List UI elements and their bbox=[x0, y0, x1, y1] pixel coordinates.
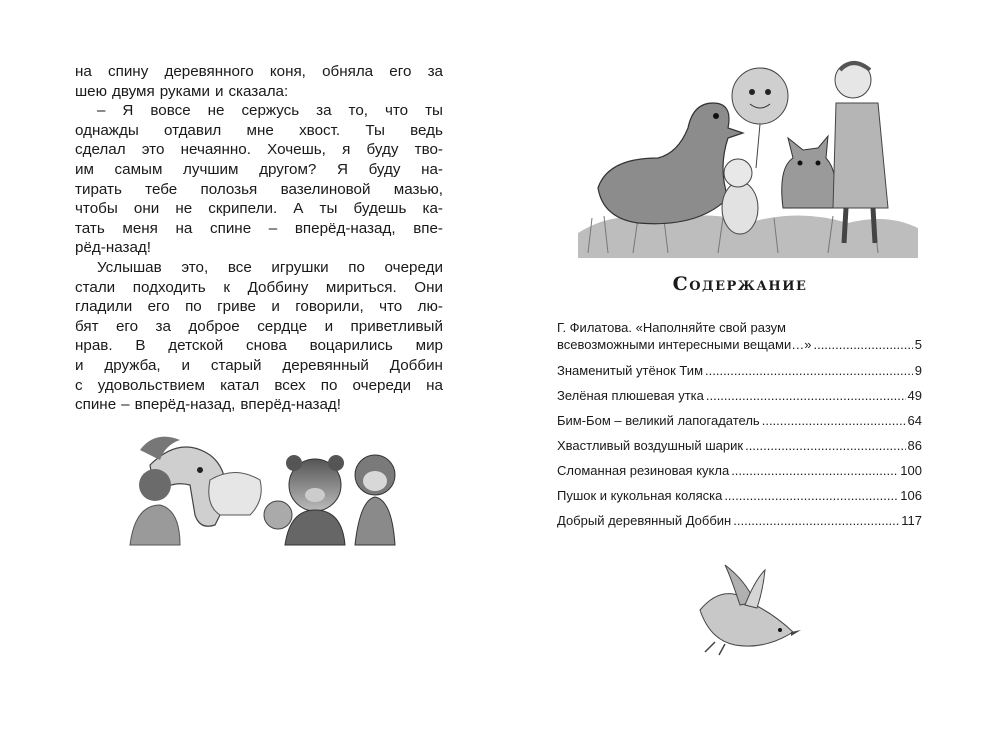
story-word: нрав. bbox=[75, 337, 113, 355]
story-word: к bbox=[223, 278, 230, 296]
story-word: его bbox=[147, 298, 170, 316]
story-line bbox=[75, 395, 443, 415]
story-line bbox=[75, 238, 443, 258]
story-word: игрушки bbox=[271, 258, 329, 276]
story-word: вазелиновой bbox=[280, 180, 371, 198]
story-word: Услышав bbox=[97, 258, 162, 276]
story-word: руками bbox=[159, 82, 210, 100]
story-word: ка- bbox=[422, 200, 443, 218]
story-word: тво- bbox=[414, 141, 443, 159]
story-word: ты bbox=[319, 200, 338, 218]
toc-entry[interactable] bbox=[557, 362, 922, 379]
story-word: то, bbox=[348, 102, 368, 120]
toc-leader-dots bbox=[733, 512, 899, 529]
story-word: сердце bbox=[257, 317, 308, 335]
story-word: гладили bbox=[75, 298, 133, 316]
table-of-contents bbox=[557, 319, 922, 537]
story-word: спине bbox=[75, 396, 117, 414]
story-word: ты bbox=[425, 102, 443, 120]
toc-entry-title: Пушок и кукольная коляска bbox=[557, 488, 723, 503]
toc-page-number: 117 bbox=[901, 513, 922, 528]
story-line bbox=[75, 82, 443, 102]
toc-entry[interactable] bbox=[557, 512, 922, 529]
story-line bbox=[75, 336, 443, 356]
toc-entry-title: Зелёная плюшевая утка bbox=[557, 388, 704, 403]
story-word: Ты bbox=[365, 121, 385, 139]
story-word: Хочешь, bbox=[267, 141, 326, 159]
story-word: снова bbox=[246, 337, 287, 355]
story-word: его bbox=[115, 317, 139, 335]
story-word: скрипели. bbox=[208, 200, 278, 218]
story-word: Доббин bbox=[389, 356, 443, 374]
toc-page-number: 9 bbox=[914, 363, 922, 378]
story-word: на bbox=[75, 63, 92, 80]
toc-title: Содержание bbox=[672, 273, 808, 295]
story-word: его bbox=[389, 63, 412, 80]
story-word: буду bbox=[366, 141, 399, 159]
story-word: мириться. bbox=[325, 278, 397, 296]
story-word: и bbox=[214, 82, 224, 100]
story-word: что bbox=[384, 102, 409, 120]
story-word: по bbox=[185, 298, 202, 316]
story-word: вперёд-назад! bbox=[240, 396, 342, 414]
story-word: вперёд-назад, bbox=[294, 219, 396, 237]
story-word: катал bbox=[220, 376, 260, 394]
story-word: приветливый bbox=[350, 317, 443, 335]
story-line bbox=[75, 180, 443, 200]
story-word: очереди bbox=[352, 376, 411, 394]
story-word: будешь bbox=[353, 200, 407, 218]
story-word: самым bbox=[114, 160, 163, 178]
story-word: Я bbox=[122, 102, 134, 120]
story-word: сделал bbox=[75, 141, 126, 159]
toc-leader-dots bbox=[705, 362, 913, 379]
toc-entry-title: Бим-Бом – великий лапогадатель bbox=[557, 413, 760, 428]
story-word: впе- bbox=[413, 219, 443, 237]
story-word: – bbox=[121, 396, 130, 414]
toc-entry-title-line: Г. Филатова. «Наполняйте свой разум bbox=[557, 320, 786, 335]
story-word: спине bbox=[210, 219, 252, 237]
story-line bbox=[75, 258, 443, 278]
story-line bbox=[75, 219, 443, 239]
story-word: подходить bbox=[132, 278, 206, 296]
story-word: тать bbox=[75, 219, 105, 237]
story-word: спину bbox=[108, 63, 149, 80]
story-word: В bbox=[135, 337, 146, 355]
toys-with-horse-illustration bbox=[110, 425, 410, 550]
toc-leader-dots bbox=[813, 336, 912, 353]
story-word: с bbox=[75, 376, 83, 394]
toc-entry-title: Хвастливый воздушный шарик bbox=[557, 438, 744, 453]
story-word: и bbox=[324, 317, 334, 335]
story-word: на bbox=[426, 376, 443, 394]
toc-page-number: 100 bbox=[900, 463, 922, 478]
story-word: детской bbox=[168, 337, 224, 355]
story-word: и bbox=[181, 356, 190, 374]
story-word: сказала: bbox=[228, 82, 289, 100]
story-word: буду bbox=[368, 160, 401, 178]
story-word: по bbox=[348, 258, 365, 276]
story-word: вперёд-назад, bbox=[134, 396, 236, 414]
story-word: что bbox=[379, 298, 403, 316]
story-word: за bbox=[427, 63, 443, 80]
story-word: полозья bbox=[200, 180, 258, 198]
story-word: Я bbox=[336, 160, 348, 178]
story-word: Доббину bbox=[247, 278, 309, 296]
story-line bbox=[75, 317, 443, 337]
story-word: мне bbox=[246, 121, 274, 139]
toc-leader-dots bbox=[731, 462, 898, 479]
story-word: мир bbox=[415, 337, 443, 355]
story-word: деревянный bbox=[282, 356, 369, 374]
story-word: это bbox=[141, 141, 165, 159]
toc-page-number: 64 bbox=[907, 413, 922, 428]
story-word: по bbox=[320, 376, 338, 394]
story-line bbox=[75, 199, 443, 219]
toc-entry-title: всевозможными интересными вещами…» bbox=[557, 337, 812, 352]
story-word: старый bbox=[210, 356, 262, 374]
story-word: им bbox=[75, 160, 94, 178]
story-line bbox=[75, 297, 443, 317]
story-word: они bbox=[133, 200, 160, 218]
story-word: хвост. bbox=[299, 121, 341, 139]
flying-bird-illustration bbox=[685, 560, 805, 660]
toc-entry-title: Знаменитый утёнок Тим bbox=[557, 363, 704, 378]
toc-page-number: 5 bbox=[914, 337, 922, 352]
toc-leader-dots bbox=[762, 412, 906, 429]
story-word: за bbox=[155, 317, 171, 335]
story-word: это, bbox=[181, 258, 209, 276]
story-word: и bbox=[271, 298, 280, 316]
story-word: однажды bbox=[75, 121, 139, 139]
story-text bbox=[75, 62, 443, 415]
story-word: воцарились bbox=[309, 337, 393, 355]
toc-entry[interactable] bbox=[557, 462, 922, 479]
story-line bbox=[75, 121, 443, 141]
story-word: всех bbox=[274, 376, 306, 394]
toc-entry[interactable] bbox=[557, 336, 922, 353]
story-word: тирать bbox=[75, 180, 122, 198]
story-word: говорили, bbox=[295, 298, 364, 316]
toc-leader-dots bbox=[706, 387, 906, 404]
toc-entry[interactable] bbox=[557, 412, 922, 429]
story-word: я bbox=[342, 141, 351, 159]
toc-entry[interactable] bbox=[557, 387, 922, 404]
toc-entry[interactable] bbox=[557, 487, 922, 504]
story-word: А bbox=[293, 200, 304, 218]
toc-page-number: 86 bbox=[907, 438, 922, 453]
story-word: сержусь bbox=[241, 102, 300, 120]
toc-entry-title: Сломанная резиновая кукла bbox=[557, 463, 730, 478]
story-line bbox=[75, 101, 443, 121]
story-word: за bbox=[316, 102, 332, 120]
story-word: рёд-назад! bbox=[75, 239, 151, 257]
story-word: лучшим bbox=[183, 160, 239, 178]
story-word: коня, bbox=[269, 63, 306, 80]
story-word: другом? bbox=[259, 160, 317, 178]
story-word: меня bbox=[122, 219, 158, 237]
story-word: вовсе bbox=[150, 102, 191, 120]
story-word: чтобы bbox=[75, 200, 118, 218]
story-word: не bbox=[175, 200, 193, 218]
story-line bbox=[75, 278, 443, 298]
toc-entry-title: Добрый деревянный Доббин bbox=[557, 513, 732, 528]
story-word: на bbox=[175, 219, 193, 237]
story-line bbox=[75, 140, 443, 160]
story-word: очереди bbox=[384, 258, 443, 276]
story-word: доброе bbox=[188, 317, 240, 335]
story-word: нечаянно. bbox=[180, 141, 251, 159]
story-word: стали bbox=[75, 278, 116, 296]
story-line bbox=[75, 376, 443, 396]
story-word: – bbox=[268, 219, 278, 237]
story-word: лю- bbox=[417, 298, 443, 316]
story-line bbox=[75, 62, 443, 82]
story-word: гриве bbox=[217, 298, 256, 316]
toys-group-illustration bbox=[578, 58, 918, 258]
story-word: обняла bbox=[322, 63, 374, 80]
right-page bbox=[500, 0, 1000, 750]
story-word: не bbox=[207, 102, 225, 120]
story-word: двумя bbox=[112, 82, 155, 100]
toc-entry[interactable] bbox=[557, 437, 922, 454]
story-word: дружба, bbox=[104, 356, 161, 374]
story-word: удовольствием bbox=[97, 376, 205, 394]
story-line bbox=[75, 356, 443, 376]
story-word: и bbox=[75, 356, 84, 374]
toc-leader-dots bbox=[724, 487, 898, 504]
story-word: отдавил bbox=[164, 121, 222, 139]
story-word: тебе bbox=[145, 180, 178, 198]
toc-page-number: 49 bbox=[907, 388, 922, 403]
story-word: шею bbox=[75, 82, 108, 100]
toc-page-number: 106 bbox=[900, 488, 922, 503]
story-word: ведь bbox=[410, 121, 443, 139]
story-word: бят bbox=[75, 317, 99, 335]
story-word: все bbox=[227, 258, 252, 276]
story-word: на- bbox=[421, 160, 443, 178]
story-word: – bbox=[97, 102, 106, 120]
story-word: мазью, bbox=[393, 180, 443, 198]
story-line bbox=[75, 160, 443, 180]
story-word: деревянного bbox=[164, 63, 254, 80]
story-word: Они bbox=[414, 278, 443, 296]
toc-leader-dots bbox=[745, 437, 905, 454]
